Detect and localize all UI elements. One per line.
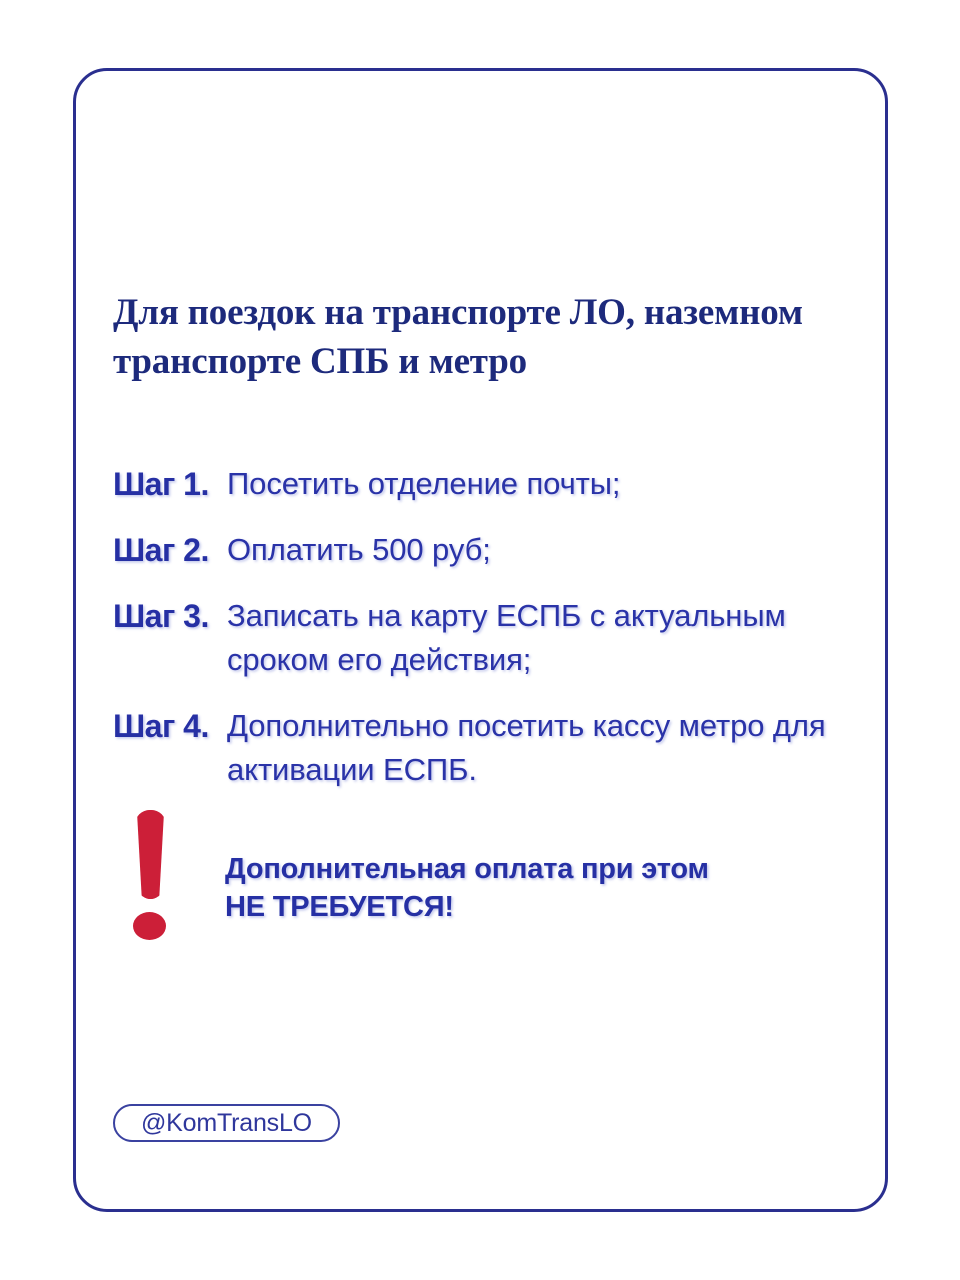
step-text: Дополнительно посетить кассу метро для активации ЕСПБ. (227, 708, 826, 787)
notice-line-1: Дополнительная оплата при этом (225, 853, 709, 885)
step-label: Шаг 1. (113, 466, 209, 502)
steps-list (113, 462, 873, 792)
notice-line-2: НЕ ТРЕБУЕТСЯ! (225, 891, 454, 923)
step-label: Шаг 4. (113, 708, 209, 744)
notice-text (225, 806, 873, 926)
list-item (113, 462, 873, 506)
exclamation-stem (135, 810, 166, 899)
notice-block (113, 806, 873, 946)
list-item (113, 528, 873, 572)
list-item (113, 704, 873, 792)
step-text: Оплатить 500 руб; (227, 532, 491, 567)
page-title: Для поездок на транспорте ЛО, наземном транспорте СПБ и метро (113, 292, 803, 382)
list-item (113, 594, 873, 682)
step-label: Шаг 3. (113, 598, 209, 634)
exclamation-mark-icon (113, 806, 225, 946)
card-content (113, 0, 873, 1280)
exclamation-dot (133, 912, 166, 940)
step-text: Посетить отделение почты; (227, 466, 621, 501)
step-text: Записать на карту ЕСПБ с актуальным сроком его действия; (227, 598, 786, 677)
social-handle-badge[interactable]: @KomTransLO (113, 1104, 340, 1142)
step-label: Шаг 2. (113, 532, 209, 568)
